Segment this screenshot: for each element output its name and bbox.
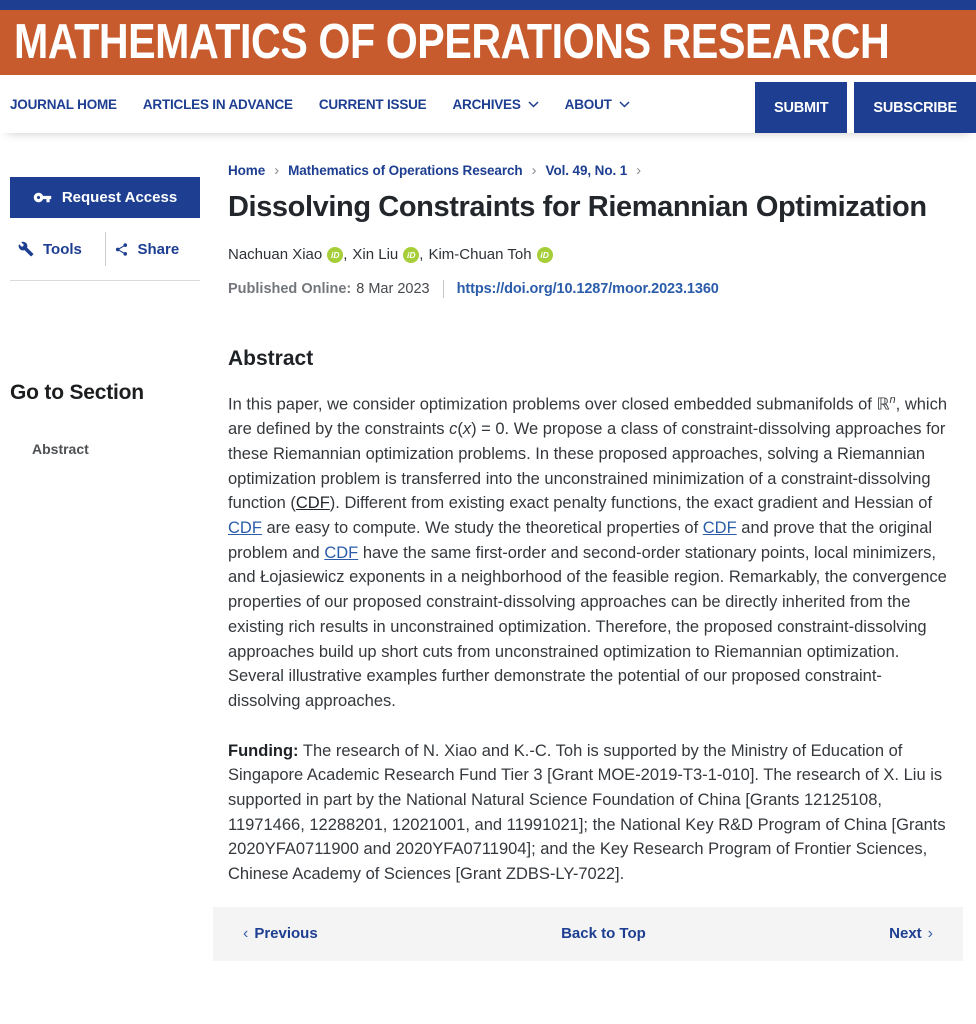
nav-buttons: [755, 75, 976, 133]
breadcrumb: [228, 163, 948, 178]
tools-label: Tools: [43, 240, 82, 258]
nav-links: [0, 75, 630, 133]
nav-item-label: ABOUT: [564, 96, 612, 112]
publication-info-row: [228, 280, 948, 298]
journal-banner: [0, 10, 976, 75]
nav-item-articles-in-advance[interactable]: [143, 97, 293, 112]
published-online-label: Published Online:: [228, 281, 352, 297]
previous-button[interactable]: [243, 925, 318, 943]
top-navy-strip: [0, 0, 976, 10]
cdf-link[interactable]: CDF: [702, 519, 737, 538]
share-button[interactable]: [114, 241, 180, 258]
author-link[interactable]: Xin Liu: [352, 246, 399, 263]
chevron-right-icon: ›: [927, 924, 933, 942]
breadcrumb-home[interactable]: Home: [228, 163, 266, 178]
chevron-right-icon: ›: [274, 162, 280, 179]
breadcrumb-issue[interactable]: Vol. 49, No. 1: [545, 163, 628, 178]
sidebar-divider: [10, 280, 200, 281]
cdf-link[interactable]: CDF: [228, 519, 262, 538]
journal-title[interactable]: MATHEMATICS OF OPERATIONS RESEARCH: [14, 15, 890, 69]
section-link-abstract[interactable]: Abstract: [32, 441, 89, 457]
nav-item-archives[interactable]: [453, 97, 539, 112]
chevron-right-icon: ›: [636, 162, 642, 179]
request-access-label: Request Access: [61, 189, 178, 206]
share-label: Share: [137, 240, 180, 258]
tools-cell: [10, 241, 105, 258]
nav-item-label: JOURNAL HOME: [10, 96, 117, 112]
go-to-section-heading: Go to Section: [10, 381, 144, 404]
main-column: [213, 163, 963, 961]
doi-link[interactable]: https://doi.org/10.1287/moor.2023.1360: [456, 281, 719, 297]
tools-share-row: [10, 232, 200, 266]
next-button[interactable]: [889, 925, 933, 943]
submit-button[interactable]: SUBMIT: [755, 82, 847, 133]
funding-text: The research of N. Xiao and K.-C. Toh is supported by the Ministry of Education of Singapore Academic Research Fund Tier 3 [Grant MOE-2019-T3-1-010]. The research of X. Liu is supported in part by the National Natural Science Foundation of China [Grants 12125108, 11971466, 12288201, 12021001, and 11991021]; the National Key R&D Program of China [Grants 2020YFA0711900 and 2020YFA0711904]; and the Key Research Program of Frontier Sciences, Chinese Academy of Sciences [Grant ZDBS-LY-7022].: [228, 741, 946, 884]
orcid-icon[interactable]: iD: [327, 247, 343, 263]
content-area: [0, 133, 976, 961]
key-icon: [33, 188, 52, 207]
nav-item-about[interactable]: [565, 97, 630, 112]
cdf-link[interactable]: CDF: [295, 494, 330, 513]
next-label: Next: [889, 925, 922, 943]
tools-button[interactable]: [18, 241, 82, 258]
orcid-icon[interactable]: iD: [403, 247, 419, 263]
breadcrumb-journal[interactable]: Mathematics of Operations Research: [288, 163, 523, 178]
vertical-divider: [443, 280, 444, 298]
wrench-icon: [18, 241, 34, 257]
nav-item-journal-home[interactable]: [10, 97, 117, 112]
back-to-top-label: Back to Top: [561, 925, 646, 943]
funding-paragraph: [228, 739, 948, 887]
request-access-button[interactable]: [10, 177, 200, 218]
main-nav: [0, 75, 976, 133]
author-link[interactable]: Nachuan Xiao: [228, 246, 323, 263]
chevron-down-icon: [619, 101, 630, 108]
back-to-top-button[interactable]: [561, 925, 646, 942]
sidebar: [10, 177, 200, 961]
published-date: 8 Mar 2023: [356, 281, 430, 297]
chevron-right-icon: ›: [531, 162, 537, 179]
pager-bar: [213, 907, 963, 961]
share-cell: [106, 241, 201, 258]
chevron-left-icon: ‹: [243, 924, 249, 942]
previous-label: Previous: [254, 925, 318, 943]
nav-item-label: CURRENT ISSUE: [318, 96, 427, 112]
author-separator: ,: [343, 246, 348, 263]
nav-item-current-issue[interactable]: [319, 97, 427, 112]
cdf-link[interactable]: CDF: [324, 543, 359, 562]
funding-label: Funding:: [228, 741, 299, 760]
share-nodes-icon: [114, 242, 129, 257]
author-list: [228, 246, 948, 263]
nav-item-label: ARCHIVES: [452, 96, 521, 112]
author-link[interactable]: Kim-Chuan Toh: [428, 246, 532, 263]
nav-item-label: ARTICLES IN ADVANCE: [142, 96, 293, 112]
chevron-down-icon: [528, 101, 539, 108]
abstract-heading: Abstract: [228, 347, 314, 370]
abstract-paragraph: In this paper, we consider optimization problems over closed embedded submanifolds of ℝ$^n$, which are defined by the constraints c(x) = 0. We propose a class of constraint-dissolving approaches for these Riemannian optimization problems. In these proposed approaches, solving a Riemannian optimization problem is transferred into the unconstrained minimization of a constraint-dissolving function (CDF). Different from existing exact penalty functions, the exact gradient and Hessian of CDF are easy to compute. We study the theoretical properties of CDF and prove that the original problem and CDF have the same first-order and second-order stationary points, local minimizers, and Łojasiewicz exponents in a neighborhood of the feasible region. Remarkably, the convergence properties of our proposed constraint-dissolving approaches can be directly inherited from the existing rich results in unconstrained optimization. Therefore, the proposed constraint-dissolving approaches build up short cuts from unconstrained optimization to Riemannian optimization. Several illustrative examples further demonstrate the potential of our proposed constraint-dissolving approaches.: [228, 394, 948, 710]
article-title: Dissolving Constraints for Riemannian Optimization: [228, 191, 927, 223]
orcid-icon[interactable]: iD: [537, 247, 553, 263]
author-separator: ,: [419, 246, 424, 263]
subscribe-button[interactable]: SUBSCRIBE: [854, 82, 976, 133]
